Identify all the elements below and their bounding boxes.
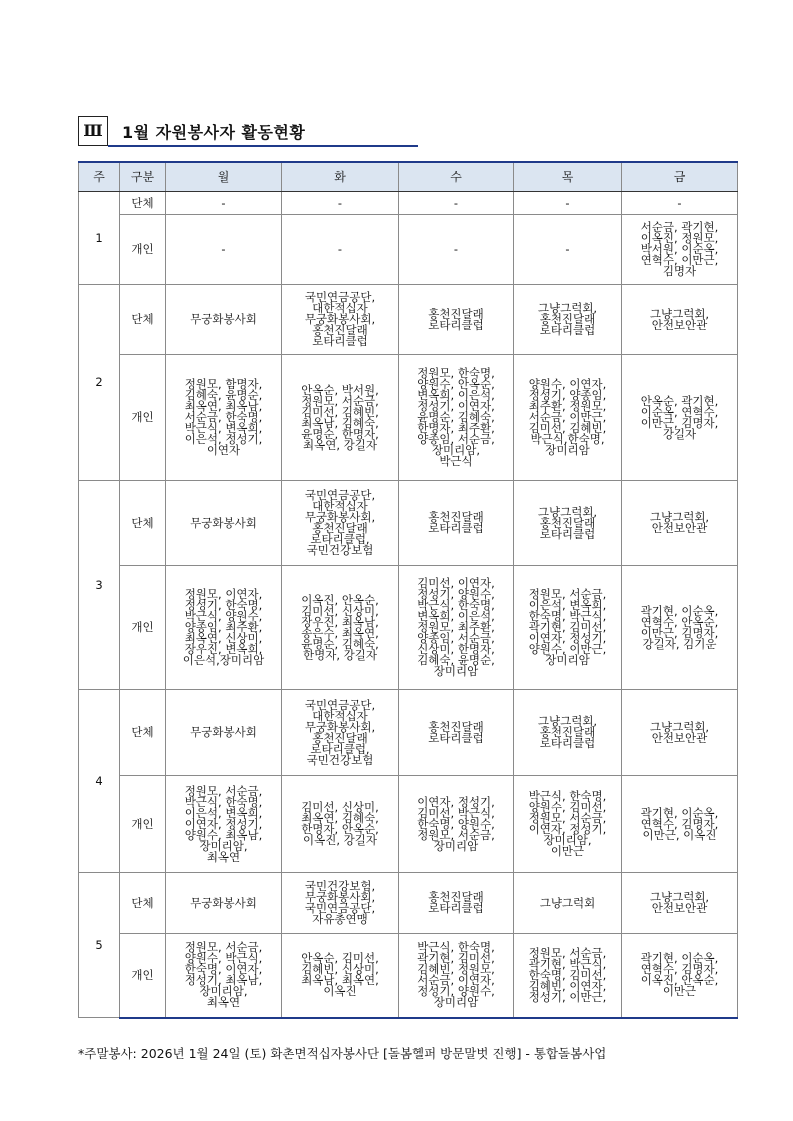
table-row xyxy=(79,690,738,776)
cell-tue: - xyxy=(282,215,399,285)
cell-tue: 국민연금공단, 대한적십자 무궁화봉사회, 홍천진달래 로타리클럽, 국민건강보험 xyxy=(282,481,399,566)
section-title: 1월 자원봉사자 활동현황 xyxy=(122,123,306,142)
cell-wed: 정원모, 한숙명, 양원수, 안옥순, 변옥희, 이은석, 정성기, 이연자, 윤명순, 김혜숙, 한명자, 최주환, 양종임, 서순금, 장미리암, 박근식 xyxy=(399,355,514,481)
week-number: 1 xyxy=(79,192,120,285)
cell-fri: 그냥그럭회, 안전보안관 xyxy=(622,481,738,566)
cell-fri: - xyxy=(622,192,738,215)
row-type-indiv: 개인 xyxy=(120,215,166,285)
row-type-group: 단체 xyxy=(120,192,166,215)
cell-mon: - xyxy=(166,192,282,215)
cell-wed: - xyxy=(399,192,514,215)
cell-mon: 무궁화봉사회 xyxy=(166,690,282,776)
cell-fri: 곽기현, 이순옥, 연혁수, 김명자, 이만근, 이옥진 xyxy=(622,776,738,873)
cell-wed: 홍천진달래 로타리클럽 xyxy=(399,285,514,355)
header-wed: 수 xyxy=(399,162,514,192)
table-row xyxy=(79,776,738,873)
cell-mon: 무궁화봉사회 xyxy=(166,481,282,566)
row-type-indiv: 개인 xyxy=(120,934,166,1018)
cell-tue: 국민건강보험, 무궁화봉사회, 국민연금공단, 자유총연맹 xyxy=(282,873,399,934)
header-fri: 금 xyxy=(622,162,738,192)
table-row xyxy=(79,934,738,1018)
cell-wed: 홍천진달래 로타리클럽 xyxy=(399,690,514,776)
cell-thu: 그냥그럭회, 홍천진달래 로타리클럽 xyxy=(514,285,622,355)
cell-tue: 안옥순, 박서원, 정원모, 서순금, 김미선, 김혜빈, 최옥남, 김혜숙, 윤명순, 한명자, 최옥연, 강길자 xyxy=(282,355,399,481)
cell-fri: 곽기현, 이순옥, 연혁수, 김명자, 이옥진, 안옥순, 이만근 xyxy=(622,934,738,1018)
cell-mon: - xyxy=(166,215,282,285)
cell-thu: 그냥그럭회, 홍천진달래 로타리클럽 xyxy=(514,690,622,776)
cell-tue: 김미선, 신상미, 최옥연, 김혜숙, 한명자, 안옥순, 이옥진, 강길자 xyxy=(282,776,399,873)
week-number: 2 xyxy=(79,285,120,481)
cell-thu: - xyxy=(514,192,622,215)
cell-wed: 김미선, 이연자, 정성기, 양원수, 박근식, 한숙명, 변옥희, 이은석, 정원모, 최주환, 양종임, 서순금, 신상미, 한명자, 김혜숙, 윤명순, 장미리암 xyxy=(399,566,514,690)
header-tue: 화 xyxy=(282,162,399,192)
cell-wed: 홍천진달래 로타리클럽 xyxy=(399,481,514,566)
cell-wed: 홍천진달래 로타리클럽 xyxy=(399,873,514,934)
cell-tue: 안옥순, 김미선, 김혜빈, 신상미, 최옥남, 최옥연, 이옥진 xyxy=(282,934,399,1018)
table-row xyxy=(79,481,738,566)
cell-tue: 국민연금공단, 대한적십자 무궁화봉사회, 홍천진달래 로타리클럽 xyxy=(282,285,399,355)
section-heading xyxy=(78,116,418,148)
cell-mon: 정원모, 서순금, 박근식, 한숙명, 이은석, 변옥희, 이연자, 정성기, 양원수, 최옥남, 장미리암, 최옥연 xyxy=(166,776,282,873)
cell-fri: 그냥그럭회, 안전보안관 xyxy=(622,285,738,355)
header-row xyxy=(79,162,738,192)
header-week: 주 xyxy=(79,162,120,192)
row-type-group: 단체 xyxy=(120,481,166,566)
table-row xyxy=(79,215,738,285)
cell-thu: 정원모, 서순금, 곽기현, 박근식, 한숙명, 김미선, 김혜빈, 이연자, 정성기, 이만근, xyxy=(514,934,622,1018)
cell-thu: 그냥그럭회 xyxy=(514,873,622,934)
table-row xyxy=(79,285,738,355)
cell-wed: 이연자, 정성기, 김미선, 박근식, 한숙명, 양원수, 정원모, 서순금, 장미리암 xyxy=(399,776,514,873)
cell-thu: - xyxy=(514,215,622,285)
table-row xyxy=(79,355,738,481)
table-row xyxy=(79,566,738,690)
cell-thu: 양원수, 이연자, 정성기, 양종임, 최주환, 정원모, 서순금, 이만근, 김미선, 김혜빈, 박근식,한숙명, 장미리암 xyxy=(514,355,622,481)
volunteer-schedule-table xyxy=(78,161,738,1019)
cell-mon: 무궁화봉사회 xyxy=(166,285,282,355)
row-type-group: 단체 xyxy=(120,690,166,776)
table-row xyxy=(79,873,738,934)
row-type-indiv: 개인 xyxy=(120,776,166,873)
header-mon: 월 xyxy=(166,162,282,192)
title-underline xyxy=(108,145,418,147)
cell-fri: 그냥그럭회, 안전보안관 xyxy=(622,690,738,776)
cell-thu: 박근식, 한숙명, 양원수, 김미선, 정원모, 서순금, 이연자, 정성기, 장미리암, 이만근 xyxy=(514,776,622,873)
cell-mon: 정원모, 서순금, 양원수, 박근식, 한숙명, 이연자, 정성기, 최옥남, 장미리암, 최옥연 xyxy=(166,934,282,1018)
cell-wed: 박근식, 한숙명, 곽기현, 김미선, 김혜빈, 정원모, 서순금, 이연자, 정성기, 양원수, 장미리암 xyxy=(399,934,514,1018)
cell-fri: 곽기현, 이순옥, 연혁수, 안옥순, 이만근, 김명자, 강길자, 김기운 xyxy=(622,566,738,690)
cell-mon: 무궁화봉사회 xyxy=(166,873,282,934)
cell-fri: 서순금, 곽기현, 이옥진, 정원모, 박서원, 이순옥, 연혁수, 이만근, 김명자 xyxy=(622,215,738,285)
weekend-volunteer-note: *주말봉사: 2026년 1월 24일 (토) 화촌면적십자봉사단 [돌봄헬퍼 방문말벗 진행] - 통합돌봄사업 xyxy=(78,1046,607,1061)
header-thu: 목 xyxy=(514,162,622,192)
week-number: 3 xyxy=(79,481,120,690)
header-type: 구분 xyxy=(120,162,166,192)
cell-thu: 그냥그럭회, 홍천진달래 로타리클럽 xyxy=(514,481,622,566)
row-type-indiv: 개인 xyxy=(120,566,166,690)
week-number: 5 xyxy=(79,873,120,1018)
week-number: 4 xyxy=(79,690,120,873)
section-number: Ⅲ xyxy=(78,116,108,146)
cell-thu: 정원모, 서순금, 이은석, 변옥희, 한숙명, 박근식, 곽기현, 김미선, 이연자, 정성기, 양원수, 이만근, 장미리암 xyxy=(514,566,622,690)
table-row xyxy=(79,192,738,215)
cell-fri: 안옥순, 곽기현, 이순옥, 연혁수, 이만근, 김명자, 강길자 xyxy=(622,355,738,481)
cell-mon: 정원모, 함명자, 김혜숙, 윤명순, 최옥연, 최옥남, 서순금, 한숙명, 박근식, 변옥희, 이은석, 정성기, 이연자 xyxy=(166,355,282,481)
cell-fri: 그냥그럭회, 안전보안관 xyxy=(622,873,738,934)
row-type-indiv: 개인 xyxy=(120,355,166,481)
cell-wed: - xyxy=(399,215,514,285)
cell-tue: - xyxy=(282,192,399,215)
cell-tue: 이옥진, 안옥순, 김미선, 신상미, 장우진, 최옥남, 송은수, 최옥연, 윤명순, 김혜숙, 한명자, 강길자 xyxy=(282,566,399,690)
row-type-group: 단체 xyxy=(120,285,166,355)
cell-tue: 국민연금공단, 대한적십자 무궁화봉사회, 홍천진달래 로타리클럽, 국민건강보험 xyxy=(282,690,399,776)
cell-mon: 정원모, 이연자, 정성기, 한숙명, 박근식, 양원수, 양종임, 최주환, 최옥연, 신상미, 장우진, 변옥희, 이은석,장미리암 xyxy=(166,566,282,690)
row-type-group: 단체 xyxy=(120,873,166,934)
